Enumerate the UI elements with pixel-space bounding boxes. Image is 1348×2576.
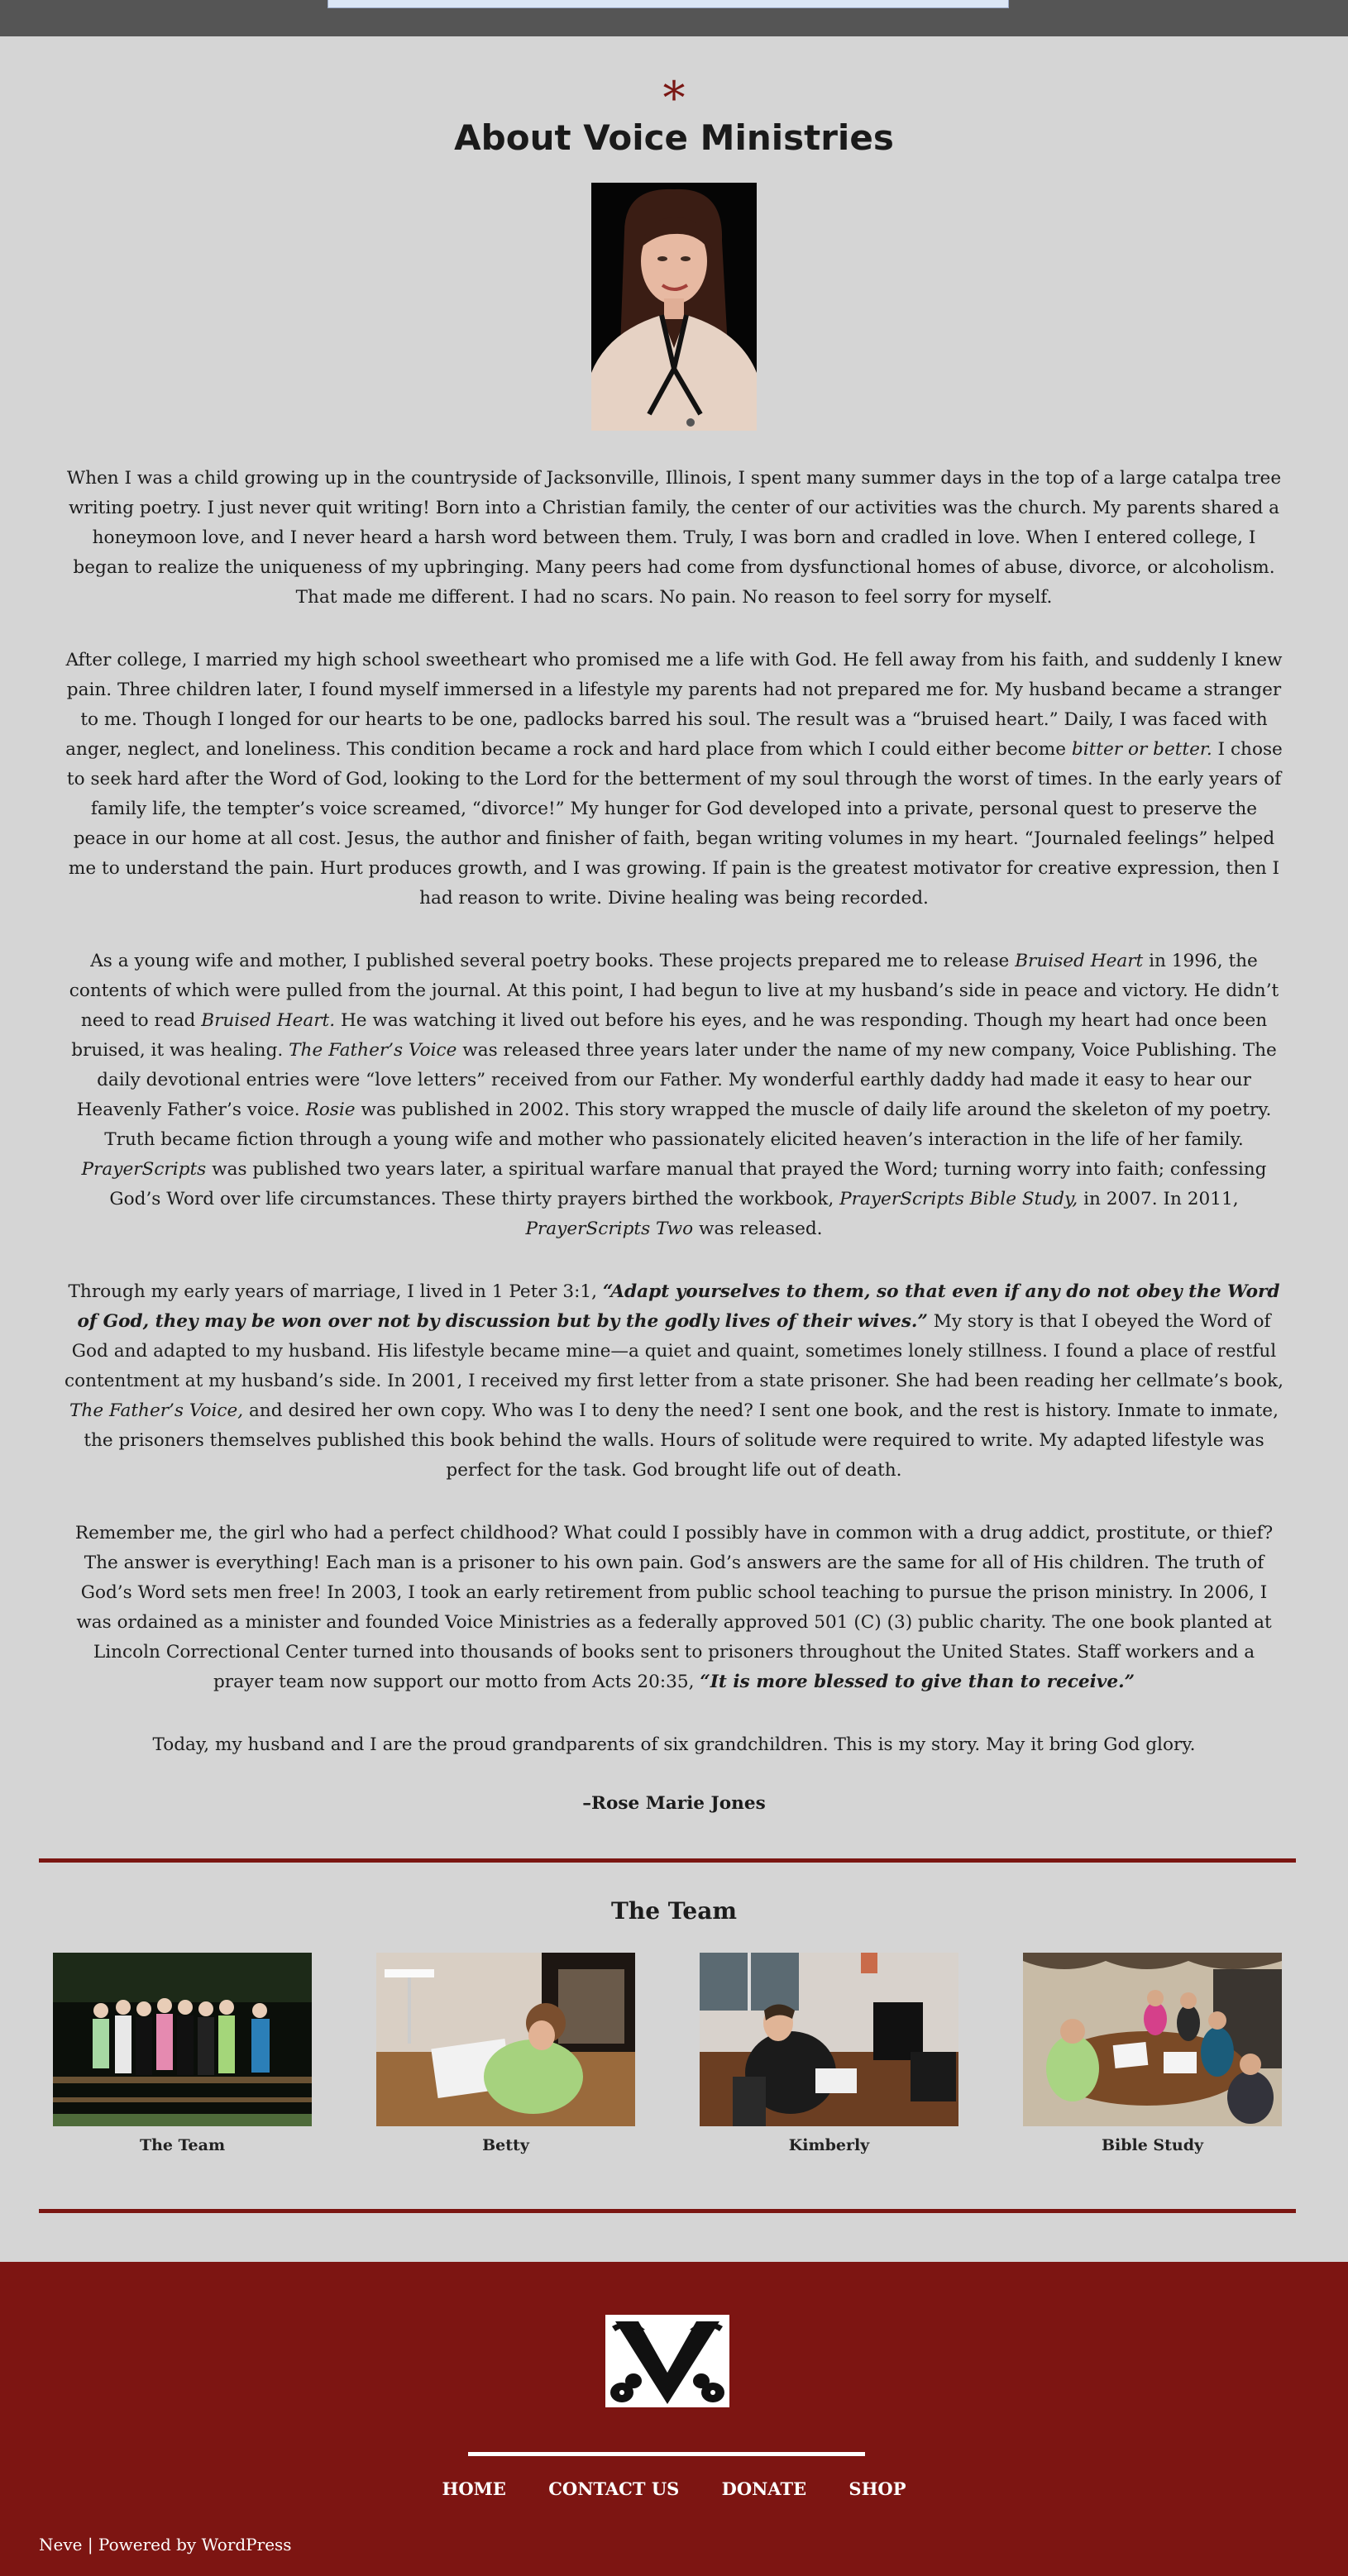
header-banner bbox=[327, 0, 1009, 8]
footer-nav-contact-us[interactable]: CONTACT US bbox=[548, 2478, 680, 2499]
page-title: About Voice Ministries bbox=[454, 117, 894, 158]
bible-study-photo[interactable] bbox=[1023, 1953, 1282, 2126]
team-caption: Kimberly bbox=[788, 2136, 870, 2154]
story-paragraph-6: Today, my husband and I are the proud grandparents of six grandchildren. This is my story. May it bring God glory. bbox=[152, 1734, 1196, 1755]
footer-nav-divider bbox=[468, 2452, 865, 2456]
section-divider bbox=[39, 1858, 1296, 1863]
team-card[interactable] bbox=[376, 1953, 635, 2154]
footer-nav bbox=[0, 2478, 1348, 2499]
footer-nav-donate[interactable]: DONATE bbox=[721, 2478, 807, 2499]
footer-credit[interactable]: Neve | Powered by WordPress bbox=[39, 2535, 292, 2555]
team-gallery bbox=[53, 1953, 1348, 2154]
author-signature: –Rose Marie Jones bbox=[582, 1793, 766, 1814]
team-caption: Bible Study bbox=[1101, 2136, 1204, 2154]
section-divider bbox=[39, 2209, 1296, 2213]
top-header-strip bbox=[0, 0, 1348, 36]
voice-ministries-logo-icon[interactable] bbox=[605, 2315, 729, 2407]
team-card[interactable] bbox=[53, 1953, 312, 2154]
kimberly-photo[interactable] bbox=[700, 1953, 958, 2126]
site-footer bbox=[0, 2262, 1348, 2576]
decorative-asterisk: * bbox=[662, 72, 686, 124]
story-paragraph-3: As a young wife and mother, I published several poetry books. These projects prepared me to release Bruised Heart in 1996, the contents of which were pulled from the journal. At this point, I had begun to live at my husband’s side in peace and victory. He didn’t need to read Bruised Heart. He was watching it lived out before his eyes, and he was responding. Though my heart had once been bruised, it was healing. The Father’s Voice was released three years later under the name of my new company, Voice Publishing. The daily devotional entries were “love letters” received from our Father. My wonderful earthly daddy had made it easy to hear our Heavenly Father’s voice. Rosie was published in 2002. This story wrapped the muscle of daily life around the skeleton of my poetry. Truth became fiction through a young wife and mother who passionately elicited heaven’s interaction in the life of her family. PrayerScripts was published two years later, a spiritual warfare manual that prayed the Word; turning worry into faith; confessing God’s Word over life circumstances. These thirty prayers birthed the workbook, PrayerScripts Bible Study, in 2007. In 2011, PrayerScripts Two was released. bbox=[69, 951, 1279, 1239]
footer-nav-home[interactable]: HOME bbox=[442, 2478, 506, 2499]
story-paragraph-2: After college, I married my high school sweetheart who promised me a life with God. He fell away from his faith, and suddenly I knew pain. Three children later, I found myself immersed in a lifestyle my parents had not prepared me for. My husband became a stranger to me. Though I longed for our hearts to be one, padlocks barred his soul. The result was a “bruised heart.” Daily, I was faced with anger, neglect, and loneliness. This condition became a rock and hard place from which I could either become bitter or better. I chose to seek hard after the Word of God, looking to the Lord for the betterment of my soul through the worst of times. In the early years of family life, the tempter’s voice screamed, “divorce!” My hunger for God developed into a private, personal quest to preserve the peace in our home at all cost. Jesus, the author and finisher of faith, began writing volumes in my heart. “Journaled feelings” helped me to understand the pain. Hurt produces growth, and I was growing. If pain is the greatest motivator for creative expression, then I had reason to write. Divine healing was being recorded. bbox=[65, 650, 1283, 909]
team-group-photo[interactable] bbox=[53, 1953, 312, 2126]
story-paragraph-4: Through my early years of marriage, I lived in 1 Peter 3:1, “Adapt yourselves to them, so that even if any do not obey the Word of God, they may be won over not by discussion but by the godly lives of their wives.” My story is that I obeyed the Word of God and adapted to my husband. His lifestyle became mine—a quiet and quaint, sometimes lonely stillness. I found a place of restful contentment at my husband’s side. In 2001, I received my first letter from a state prisoner. She had been reading her cellmate’s book, The Father’s Voice, and desired her own copy. Who was I to deny the need? I sent one book, and the rest is history. Inmate to inmate, the prisoners themselves published this book behind the walls. Hours of solitude were required to write. My adapted lifestyle was perfect for the task. God brought life out of death. bbox=[64, 1281, 1284, 1481]
team-caption: Betty bbox=[482, 2136, 529, 2154]
team-card[interactable] bbox=[700, 1953, 958, 2154]
author-portrait bbox=[591, 183, 757, 431]
story-paragraph-1: When I was a child growing up in the countryside of Jacksonville, Illinois, I spent many summer days in the top of a large catalpa tree writing poetry. I just never quit writing! Born into a Christian family, the center of our activities was the church. My parents shared a honeymoon love, and I never heard a harsh word between them. Truly, I was born and cradled in love. When I entered college, I began to realize the uniqueness of my upbringing. Many peers had come from dysfunctional homes of abuse, divorce, or alcoholism. That made me different. I had no scars. No pain. No reason to feel sorry for myself. bbox=[66, 468, 1282, 608]
story-body bbox=[62, 464, 1286, 1760]
team-caption: The Team bbox=[139, 2136, 226, 2154]
team-section-title: The Team bbox=[611, 1897, 737, 1925]
team-card[interactable] bbox=[1023, 1953, 1282, 2154]
betty-photo[interactable] bbox=[376, 1953, 635, 2126]
story-paragraph-5: Remember me, the girl who had a perfect childhood? What could I possibly have in common with a drug addict, prostitute, or thief? The answer is everything! Each man is a prisoner to his own pain. God’s answers are the same for all of His children. The truth of God’s Word sets men free! In 2003, I took an early retirement from public school teaching to pursue the prison ministry. In 2006, I was ordained as a minister and founded Voice Ministries as a federally approved 501 (C) (3) public charity. The one book planted at Lincoln Correctional Center turned into thousands of books sent to prisoners throughout the United States. Staff workers and a prayer team now support our motto from Acts 20:35, “It is more blessed to give than to receive.” bbox=[74, 1523, 1274, 1692]
footer-nav-shop[interactable]: SHOP bbox=[848, 2478, 906, 2499]
